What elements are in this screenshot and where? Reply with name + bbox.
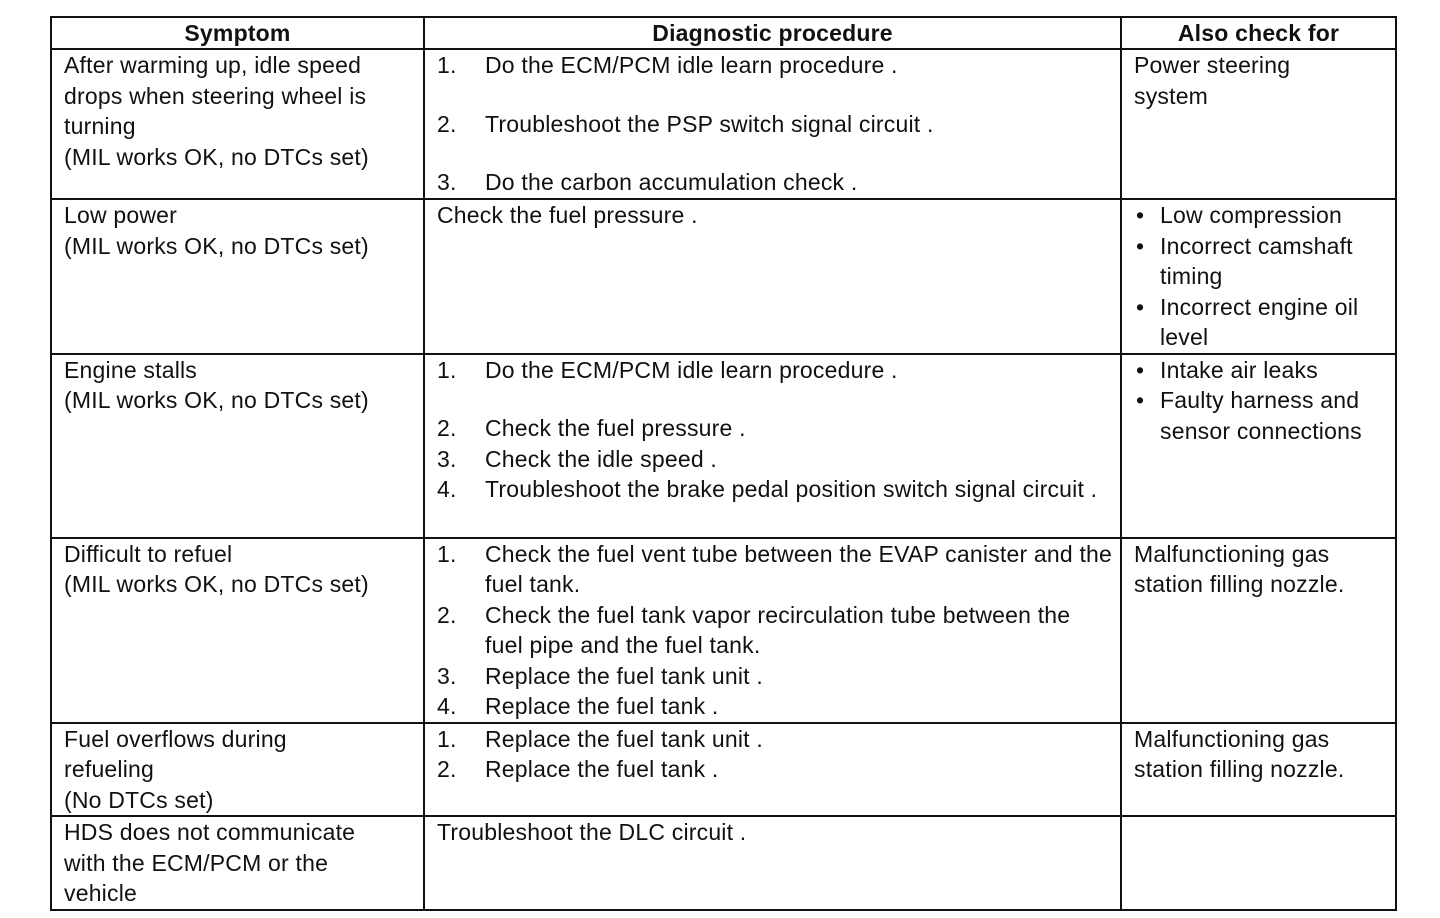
procedure-cell	[424, 49, 1121, 199]
also-check-cell	[1121, 354, 1396, 538]
table-row	[51, 354, 1396, 538]
step-number: 4.	[437, 476, 457, 502]
step-number: 3.	[437, 169, 457, 195]
procedure-step	[437, 724, 1114, 755]
step-text: Check the fuel vent tube between the EVAP canister and the fuel tank.	[485, 540, 1113, 597]
procedure-step	[437, 444, 1114, 475]
step-number: 1.	[437, 356, 457, 383]
step-text: Replace the fuel tank .	[485, 756, 719, 782]
also-check-cell: Power steering system	[1121, 49, 1396, 199]
procedure-cell	[424, 538, 1121, 723]
procedure-cell: Troubleshoot the DLC circuit .	[424, 816, 1121, 910]
procedure-step	[437, 600, 1114, 661]
procedure-cell: Check the fuel pressure .	[424, 199, 1121, 354]
step-text: Check the fuel tank vapor recirculation tube between the fuel pipe and the fuel tank.	[485, 601, 1071, 658]
step-number: 2.	[437, 415, 457, 441]
step-number: 3.	[437, 445, 457, 472]
step-text: Check the fuel pressure .	[485, 415, 746, 441]
bullet-icon: •	[1136, 293, 1145, 320]
bullet-icon: •	[1136, 387, 1145, 413]
symptom-cell: After warming up, idle speed drops when steering wheel is turning (MIL works OK, no DTCs set)	[51, 49, 424, 199]
step-number: 2.	[437, 601, 457, 628]
table-row	[51, 816, 1396, 910]
step-number: 1.	[437, 52, 457, 78]
check-item	[1136, 231, 1389, 292]
procedure-cell	[424, 354, 1121, 538]
header-procedure: Diagnostic procedure	[424, 17, 1121, 49]
header-row	[51, 17, 1396, 49]
check-text: Faulty harness and sensor connections	[1160, 387, 1362, 444]
diagnostic-table	[50, 16, 1397, 911]
bullet-icon: •	[1136, 356, 1145, 383]
step-number: 2.	[437, 756, 457, 782]
also-check-cell	[1121, 199, 1396, 354]
table-row	[51, 723, 1396, 817]
procedure-step	[437, 109, 1114, 140]
check-text: Incorrect camshaft timing	[1160, 232, 1353, 289]
procedure-step	[437, 413, 1114, 444]
step-text: Replace the fuel tank unit .	[485, 725, 763, 752]
step-text: Troubleshoot the PSP switch signal circuit .	[485, 110, 934, 137]
procedure-step	[437, 167, 1114, 198]
check-item	[1136, 292, 1389, 353]
table-row	[51, 538, 1396, 723]
also-check-cell: Malfunctioning gas station filling nozzle.	[1121, 723, 1396, 817]
step-text: Do the carbon accumulation check .	[485, 169, 858, 195]
step-text: Troubleshoot the brake pedal position switch signal circuit .	[485, 476, 1098, 502]
step-number: 1.	[437, 725, 457, 752]
header-also-check: Also check for	[1121, 17, 1396, 49]
step-text: Do the ECM/PCM idle learn procedure .	[485, 52, 898, 78]
procedure-step	[437, 754, 1114, 785]
symptom-cell: HDS does not communicate with the ECM/PCM or the vehicle	[51, 816, 424, 910]
table-row	[51, 199, 1396, 354]
symptom-cell: Low power (MIL works OK, no DTCs set)	[51, 199, 424, 354]
check-text: Low compression	[1160, 202, 1342, 228]
step-text: Do the ECM/PCM idle learn procedure .	[485, 356, 898, 383]
check-item	[1136, 385, 1389, 446]
procedure-cell	[424, 723, 1121, 817]
also-check-cell: Malfunctioning gas station filling nozzle.	[1121, 538, 1396, 723]
step-text: Replace the fuel tank .	[485, 693, 719, 719]
header-symptom: Symptom	[51, 17, 424, 49]
also-check-cell	[1121, 816, 1396, 910]
procedure-step	[437, 539, 1114, 600]
procedure-step	[437, 50, 1114, 81]
check-text: Incorrect engine oil level	[1160, 293, 1359, 350]
step-number: 3.	[437, 662, 457, 689]
step-number: 1.	[437, 540, 457, 567]
check-text: Intake air leaks	[1160, 356, 1318, 383]
symptom-cell: Difficult to refuel (MIL works OK, no DTCs set)	[51, 538, 424, 723]
table-row	[51, 49, 1396, 199]
step-text: Check the idle speed .	[485, 445, 717, 472]
step-text: Replace the fuel tank unit .	[485, 662, 763, 689]
check-item	[1136, 200, 1389, 231]
procedure-step	[437, 691, 1114, 722]
procedure-step	[437, 474, 1114, 505]
step-number: 2.	[437, 110, 457, 137]
symptom-cell: Engine stalls (MIL works OK, no DTCs set)	[51, 354, 424, 538]
check-item	[1136, 355, 1389, 386]
bullet-icon: •	[1136, 202, 1145, 228]
procedure-step	[437, 355, 1114, 386]
symptom-cell: Fuel overflows during refueling (No DTCs set)	[51, 723, 424, 817]
bullet-icon: •	[1136, 232, 1145, 259]
step-number: 4.	[437, 693, 457, 719]
procedure-step	[437, 661, 1114, 692]
